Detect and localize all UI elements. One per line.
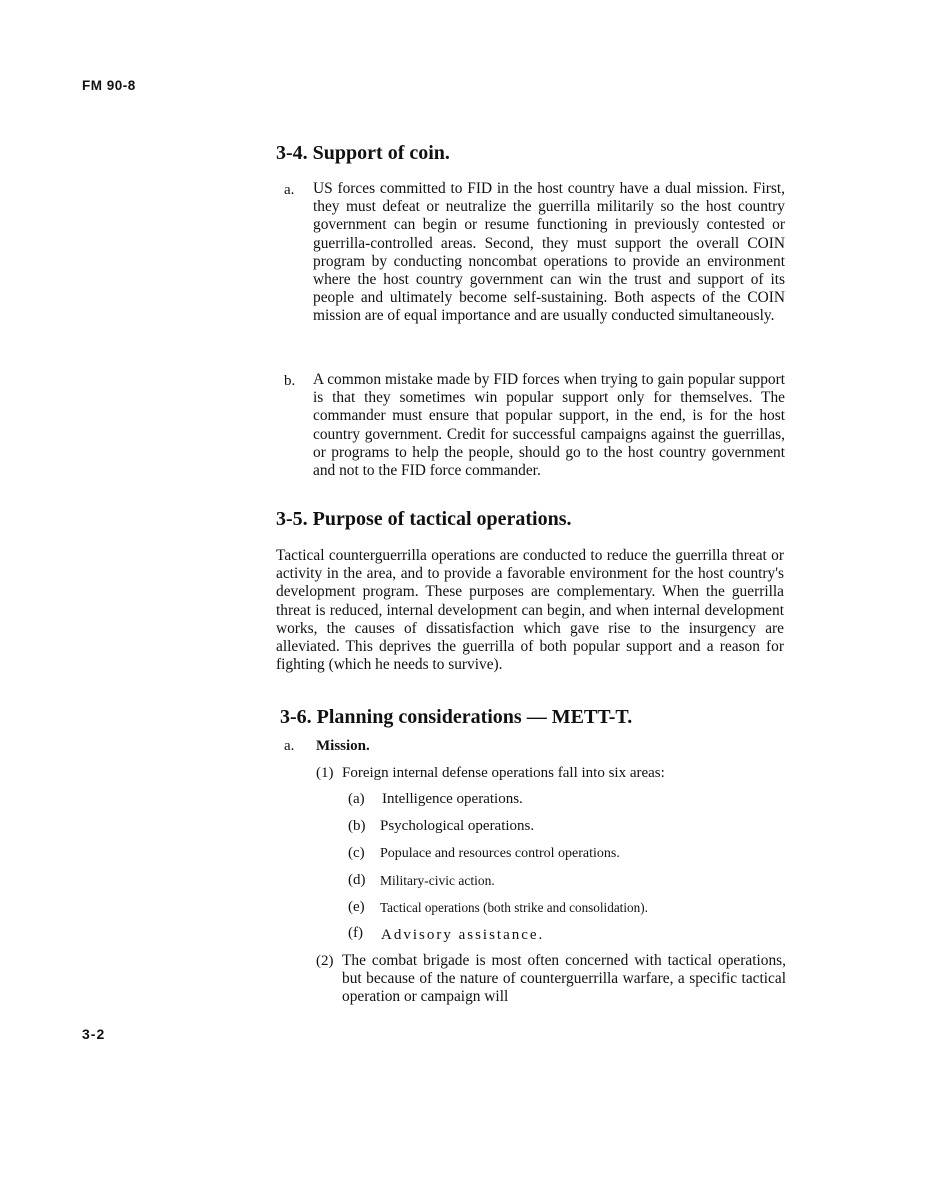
area-f-label: (f) [348,925,363,941]
area-c-label: (c) [348,845,365,861]
section-3-6-heading: 3-6. Planning considerations — METT-T. [280,706,633,728]
page-number: 3-2 [82,1026,106,1042]
area-e-label: (e) [348,899,365,915]
mission-label: a. [284,738,295,754]
area-a-label: (a) [348,791,365,807]
para-a-text: US forces committed to FID in the host country have a dual mission. First, they must defeat or neutralize the guerrilla militarily so the host country government can begin or resume functioning in previously contested or guerrilla-controlled areas. Second, they must support the overall COIN program by conducting noncombat operations to provide an environment where the host country government can win the trust and support of its people and ultimately become self-sustaining. Both aspects of the COIN mission are of equal importance and are usually conducted simultaneously. [313,180,785,325]
area-e-text: Tactical operations (both strike and consolidation). [380,900,648,915]
subpara-2-label: (2) [316,953,334,969]
area-d-text: Military-civic action. [380,873,495,888]
para-a-label: a. [284,182,295,198]
area-a-text: Intelligence operations. [382,791,523,807]
section-3-5-text: Tactical counterguerrilla operations are conducted to reduce the guerrilla threat or activity in the area, and to provide a favorable environment for the host country's development program. These purposes are complementary. When the guerrilla threat is reduced, internal development can begin, and when internal development works, the causes of dissatisfaction which gave rise to the insurgency are alleviated. This deprives the guerrilla of both popular support and a reason for fighting (which he needs to survive). [276,547,784,674]
mission-title: Mission. [316,738,370,754]
section-3-4-heading: 3-4. Support of coin. [276,142,450,164]
subpara-2-text: The combat brigade is most often concerned with tactical operations, but because of the nature of counterguerrilla warfare, a specific tactical operation or campaign will [342,952,786,1006]
para-b-text: A common mistake made by FID forces when trying to gain popular support is that they sometimes win popular support only for themselves. The commander must ensure that popular support, in the end, is for the host country government. Credit for successful campaigns against the guerrillas, or programs to help the people, should go to the host country government and not to the FID force commander. [313,371,785,480]
para-b-label: b. [284,373,296,389]
area-f-text: Advisory assistance. [381,927,545,943]
area-d-label: (d) [348,872,366,888]
area-b-label: (b) [348,818,366,834]
document-header: FM 90-8 [82,78,136,93]
subpara-1-label: (1) [316,765,334,781]
subpara-1-text: Foreign internal defense operations fall into six areas: [342,765,665,781]
area-c-text: Populace and resources control operations. [380,846,620,861]
section-3-5-heading: 3-5. Purpose of tactical operations. [276,508,572,530]
area-b-text: Psychological operations. [380,818,535,834]
